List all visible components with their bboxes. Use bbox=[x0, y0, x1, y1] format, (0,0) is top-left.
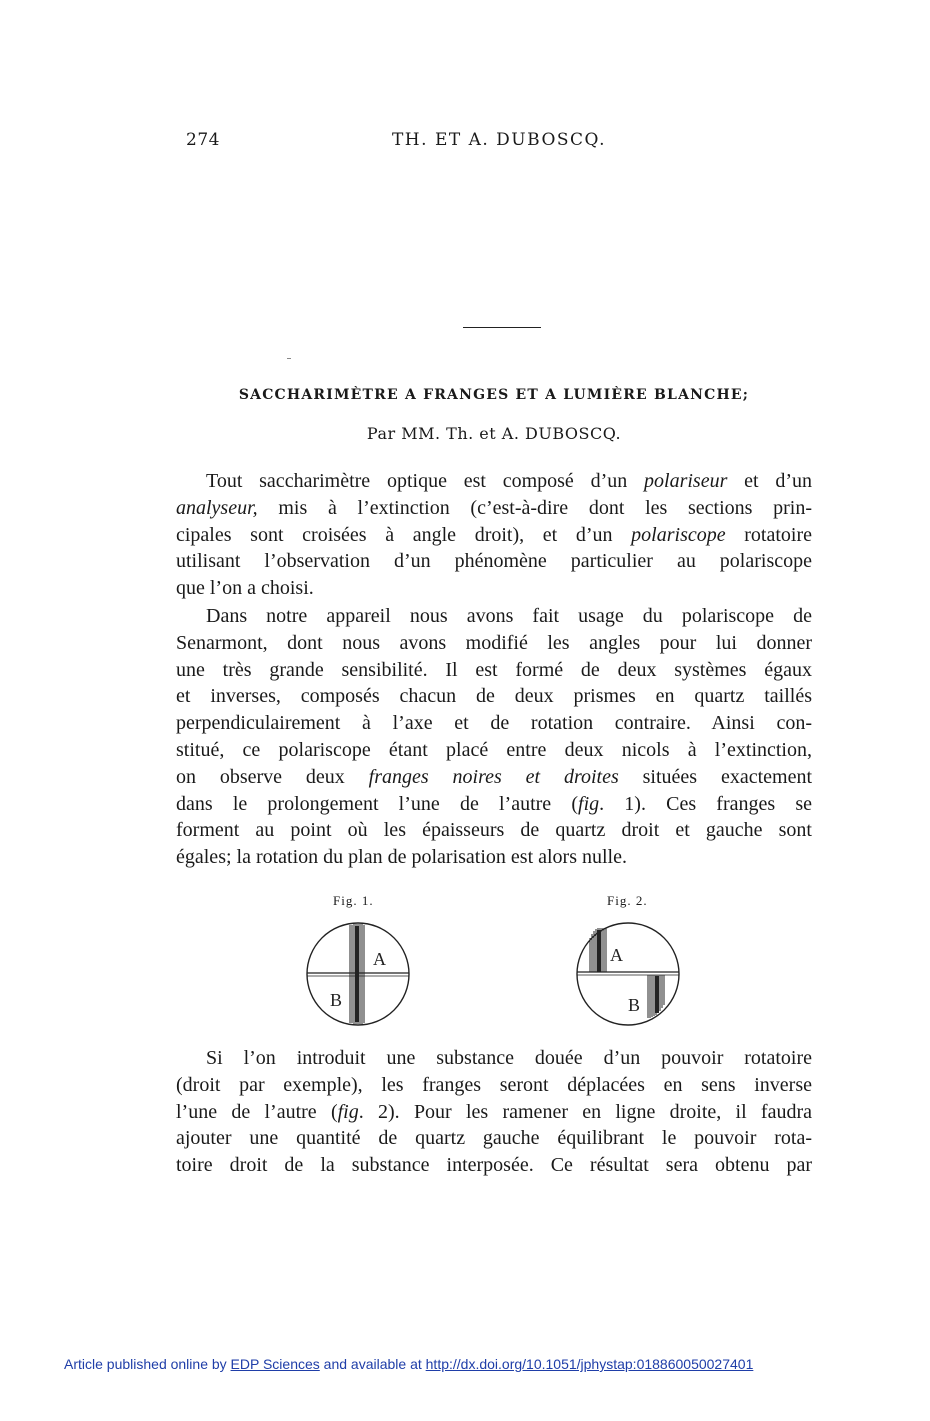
print-speck bbox=[287, 358, 291, 359]
paragraph-1 bbox=[176, 468, 812, 602]
text-line: l’une de l’autre (fig. 2). Pour les ramener en ligne droite, il faudra bbox=[176, 1100, 813, 1123]
paragraph-2 bbox=[176, 603, 812, 871]
text-line: perpendiculairement à l’axe et de rotation contraire. Ainsi con- bbox=[176, 712, 812, 735]
emphasis: polariseur bbox=[644, 470, 728, 492]
running-head: TH. ET A. DUBOSCQ. bbox=[391, 130, 607, 150]
emphasis: fig bbox=[578, 792, 600, 815]
emphasis: polariscope bbox=[631, 523, 726, 546]
figure-2-label-b: B bbox=[628, 995, 641, 1015]
running-header bbox=[186, 130, 812, 154]
section-rule bbox=[463, 327, 541, 328]
figure-1-label-b: B bbox=[330, 990, 343, 1010]
figure-2-caption: Fig. 2. bbox=[607, 893, 648, 908]
text-line: Si l’on introduit une substance douée d’un pouvoir rotatoire bbox=[206, 1047, 812, 1069]
text-line: toire droit de la substance interposée. Ce résultat sera obtenu par bbox=[176, 1154, 812, 1177]
text-line: cipales sont croisées à angle droit), et d’un polariscope rotatoire bbox=[176, 523, 812, 546]
text-line: que l’on a choisi. bbox=[176, 577, 314, 600]
text-line: ajouter une quantité de quartz gauche équilibrant le pouvoir rota- bbox=[176, 1127, 812, 1150]
text-line: égales; la rotation du plan de polarisation est alors nulle. bbox=[176, 846, 627, 869]
emphasis: franges noires et droites bbox=[368, 765, 619, 788]
figure-1-caption: Fig. 1. bbox=[333, 893, 374, 908]
text-line: on observe deux franges noires et droites situées exactement bbox=[176, 765, 812, 788]
emphasis: analyseur, bbox=[176, 496, 258, 519]
text-line: utilisant l’observation d’un phénomène particulier au polariscope bbox=[176, 550, 812, 573]
article-byline: Par MM. Th. et A. DUBOSCQ. bbox=[366, 424, 622, 443]
doi-link[interactable]: http://dx.doi.org/10.1051/jphystap:018860050027401 bbox=[425, 1356, 754, 1372]
text-line: et inverses, composés chacun de deux prismes en quartz taillés bbox=[176, 685, 812, 708]
figure-2-diagram bbox=[574, 920, 682, 1028]
publication-footer bbox=[64, 1356, 753, 1372]
footer-middle: and available at bbox=[319, 1356, 426, 1372]
page-number: 274 bbox=[186, 130, 220, 150]
text-line: une très grande sensibilité. Il est formé de deux systèmes égaux bbox=[176, 658, 812, 681]
text-line: stitué, ce polariscope étant placé entre deux nicols à l’extinction, bbox=[176, 738, 812, 761]
text-line: dans le prolongement l’une de l’autre (fig. 1). Ces franges se bbox=[176, 792, 812, 815]
figure-1-label-a: A bbox=[373, 949, 386, 969]
paragraph-3 bbox=[176, 1045, 812, 1179]
emphasis: fig bbox=[337, 1100, 359, 1123]
text-line: Tout saccharimètre optique est composé d’un polariseur et d’un bbox=[206, 470, 812, 492]
text-line: forment au point où les épaisseurs de quartz droit et gauche sont bbox=[176, 819, 812, 842]
text-line: Senarmont, dont nous avons modifié les angles pour lui donner bbox=[176, 631, 812, 654]
footer-prefix: Article published online by bbox=[64, 1356, 231, 1372]
figure-2-label-a: A bbox=[610, 945, 623, 965]
text-line: analyseur, mis à l’extinction (c’est-à-dire dont les sections prin- bbox=[176, 496, 812, 519]
publisher-link[interactable]: EDP Sciences bbox=[230, 1356, 320, 1372]
figure-1-diagram bbox=[300, 920, 416, 1028]
text-line: Dans notre appareil nous avons fait usage du polariscope de bbox=[206, 605, 812, 627]
article-title: SACCHARIMÈTRE A FRANGES ET A LUMIÈRE BLANCHE; bbox=[238, 387, 750, 403]
text-line: (droit par exemple), les franges seront déplacées en sens inverse bbox=[176, 1073, 812, 1096]
